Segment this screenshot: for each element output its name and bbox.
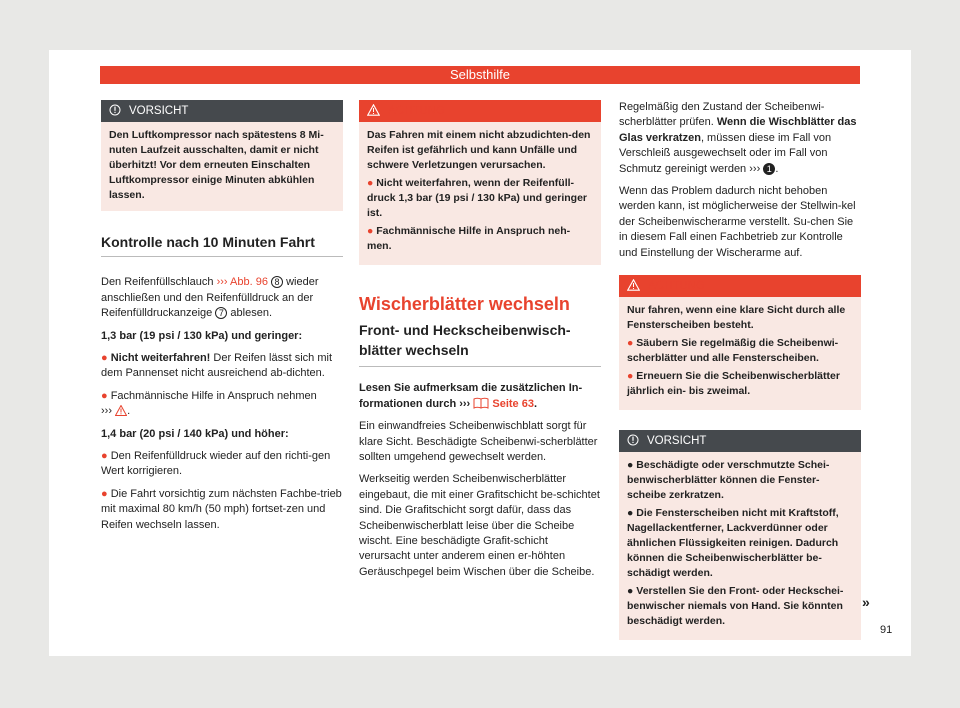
callout-number: 1 xyxy=(763,163,775,175)
book-icon xyxy=(473,398,489,410)
warning-triangle-icon xyxy=(627,275,640,297)
intro-text: Den Reifenfüllschlauch xyxy=(101,276,214,289)
note-text: Lesen Sie aufmerksam die zusätzlichen In-formationen durch xyxy=(359,382,583,410)
info-circle-icon xyxy=(627,430,639,452)
bullet-icon: ● xyxy=(367,225,377,237)
list-item xyxy=(101,487,343,533)
continue-marker: » xyxy=(862,594,870,610)
sub-title: Front- und Heckscheibenwisch-blätter wechseln xyxy=(359,320,601,367)
list-item xyxy=(627,369,853,399)
section-header: Selbsthilfe xyxy=(100,66,860,84)
warning-body xyxy=(359,122,601,265)
intro-text: wieder anschließen und den Reifenfülldruck an der Reifenfülldruckanzeige xyxy=(101,276,319,320)
bullet-icon: ● xyxy=(101,352,111,365)
bullet-icon: ● xyxy=(627,459,637,472)
page-number: 91 xyxy=(880,624,893,636)
list-item xyxy=(367,224,593,254)
paragraph-text: Regelmäßig den Zustand der Scheibenwi-scherblätter prüfen. xyxy=(619,101,825,129)
column-1 xyxy=(101,100,343,540)
bullet-icon: ● xyxy=(101,389,111,402)
warning-body xyxy=(619,297,861,410)
list-item xyxy=(367,176,593,221)
case2-title: 1,4 bar (20 psi / 140 kPa) und höher: xyxy=(101,427,289,440)
column-3 xyxy=(619,100,861,640)
caution-label: VORSICHT xyxy=(647,435,707,448)
item-text: Die Fahrt vorsichtig zum nächsten Fachbe-trieb mit maximal 80 km/h (50 mph) fortset-zen und Reifen wechseln lassen. xyxy=(101,487,342,531)
intro-paragraph xyxy=(101,275,343,321)
warning-label: ACHTUNG xyxy=(388,105,445,117)
ref-arrows: ››› xyxy=(101,405,112,418)
bullet-icon: ● xyxy=(627,507,637,520)
callout-number: 7 xyxy=(215,307,227,319)
chapter-title: Wischerblätter wechseln xyxy=(359,294,570,314)
warning-box-header xyxy=(619,275,861,297)
ref-arrows: ››› xyxy=(459,397,471,410)
item-text: Nicht weiterfahren, wenn der Reifenfüll-druck 1,3 bar (19 psi / 130 kPa) und geringer ist. xyxy=(367,177,587,219)
item-text: Erneuern Sie die Scheibenwischerblätter jährlich ein- bis zweimal. xyxy=(627,370,840,398)
note-end: . xyxy=(533,397,538,410)
warning-label: ACHTUNG xyxy=(648,280,705,293)
bullet-icon: ● xyxy=(101,450,111,463)
case1-title: 1,3 bar (19 psi / 130 kPa) und geringer: xyxy=(101,329,303,342)
bullet-icon: ● xyxy=(627,585,637,598)
list-item xyxy=(101,351,343,382)
page-link[interactable]: Seite 63 xyxy=(492,397,534,410)
warning-triangle-icon xyxy=(115,405,127,417)
list-item xyxy=(101,449,343,480)
warning-box xyxy=(619,275,861,410)
list-item: ● Fachmännische Hilfe in Anspruch nehmen ››› . xyxy=(101,389,317,418)
paragraph: Regelmäßig den Zustand der Scheibenwi-scherblätter prüfen. Wenn die Wischblätter das Glas verkratzen, müssen diese im Fall von Verschleiß ausgewechselt oder im Fall von Schmutz gereinigt werden ››› 1 . xyxy=(619,101,857,175)
item-text: Den Reifenfülldruck wieder auf den richti-gen Wert korrigieren. xyxy=(101,450,331,478)
item-text: Verstellen Sie den Front- oder Heckschei-benwischer niemals von Hand. Sie könnten beschädigt werden. xyxy=(627,585,844,628)
caution-body xyxy=(619,452,861,640)
bold-text: Nicht weiterfahren! xyxy=(110,352,211,365)
item-text: Fachmännische Hilfe in Anspruch nehmen xyxy=(110,389,317,402)
warning-box-header xyxy=(359,100,601,122)
paragraph: Wenn das Problem dadurch nicht behoben werden kann, ist möglicherweise der Stellwin-kel der Scheibenwischerarme verstellt. Su-chen Sie in diesem Fall einen Fachbetrieb zur Kontrolle und Einstellung der Wischerarme auf. xyxy=(619,185,856,259)
item-text: Beschädigte oder verschmutzte Schei-benwischerblätter können die Fenster-scheibe zerkratzen. xyxy=(627,459,830,502)
item-text: Säubern Sie regelmäßig die Scheibenwi-scherblätter und alle Fensterscheiben. xyxy=(627,337,839,365)
warning-text: Das Fahren mit einem nicht abzudichten-den Reifen ist gefährlich und kann Unfälle und schwere Verletzungen verursachen. xyxy=(367,129,591,171)
item-text: Die Fensterscheiben nicht mit Kraftstoff, Nagellackentferner, Lackverdünner oder ähnlichen Flüssigkeiten reinigen. Dadurch können die Scheibenwischerblätter be-schädigt werden. xyxy=(627,507,839,580)
paragraph: Werkseitig werden Scheibenwischerblätter eingebaut, die mit einer Grafitschicht be-schichtet sind. Die Grafitschicht sorgt dafür, dass das Scheibenwischerblatt leise über die Scheibe wischt. Eine beschädigte Grafit-schicht verursacht unter anderem einen er-höhten Geräuschpegel beim Wischen über die Scheibe. xyxy=(359,473,600,578)
ref-arrows: ››› xyxy=(216,276,228,289)
caution-text: Den Luftkompressor nach spätestens 8 Mi-nuten Laufzeit ausschalten, damit er nicht überhitzt! Vor dem erneuten Einschalten Luftkompressor einige Minuten abkühlen lassen. xyxy=(109,129,324,201)
caution-box-header xyxy=(101,100,343,122)
column-2 xyxy=(359,100,601,587)
caution-label: VORSICHT xyxy=(129,105,189,117)
bold-text: Wenn die Wischblätter das Glas verkratzen xyxy=(619,116,857,144)
read-note xyxy=(359,381,601,412)
warning-text: Nur fahren, wenn eine klare Sicht durch alle Fensterscheiben besteht. xyxy=(627,304,846,332)
warning-triangle-icon xyxy=(367,100,380,122)
item-text: Der Reifen lässt sich mit dem Pannenset nicht ausreichend ab-dichten. xyxy=(101,352,332,380)
list-item xyxy=(627,458,853,503)
list-item xyxy=(627,506,853,581)
bullet-icon: ● xyxy=(627,370,637,383)
paragraph: Ein einwandfreies Scheibenwischblatt sorgt für klare Sicht. Beschädigte Scheibenwi-scherblätter sollten umgehend gewechselt werden. xyxy=(359,420,598,464)
item-text: Fachmännische Hilfe in Anspruch neh-men. xyxy=(367,225,571,252)
callout-number: 8 xyxy=(271,276,283,288)
list-item xyxy=(627,336,853,366)
section-title: Kontrolle nach 10 Minuten Fahrt xyxy=(101,235,343,257)
figure-link[interactable]: Abb. 96 xyxy=(230,276,268,289)
bullet-icon: ● xyxy=(627,337,637,350)
list-item xyxy=(627,584,853,629)
intro-text: ablesen. xyxy=(230,307,273,320)
caution-box xyxy=(101,100,343,211)
ref-arrows: ››› xyxy=(749,162,761,175)
bullet-icon: ● xyxy=(367,177,377,189)
info-circle-icon xyxy=(109,100,121,122)
caution-box-header xyxy=(619,430,861,452)
bullet-icon: ● xyxy=(101,487,111,500)
paragraph-text: , müssen diese im Fall von Verschleiß ausgewechselt oder im Fall von Schmutz gereinigt werden xyxy=(619,131,832,175)
warning-box xyxy=(359,100,601,265)
caution-box xyxy=(619,430,861,640)
